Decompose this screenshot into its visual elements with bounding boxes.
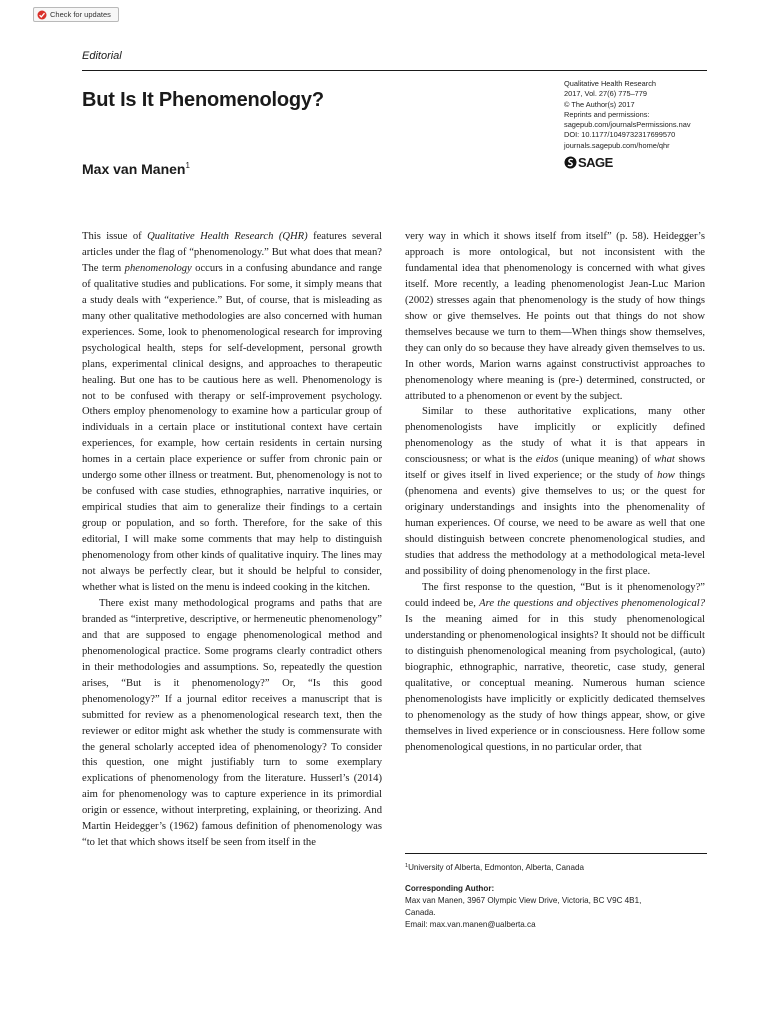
journal-homepage-link[interactable]: journals.sagepub.com/home/qhr bbox=[564, 140, 670, 150]
section-label: Editorial bbox=[82, 50, 122, 62]
check-for-updates-label: Check for updates bbox=[50, 10, 111, 19]
author-line bbox=[82, 161, 190, 177]
journal-meta bbox=[564, 79, 724, 151]
text-run: (unique meaning) of bbox=[558, 454, 655, 466]
text-run: Similar to these authoritative explications, many other phenomenologists have implicitly or explicitly defined phenomenology as the study of what it is that appears in consciousness; or what is the bbox=[405, 406, 705, 466]
sage-logo-text: SAGE bbox=[578, 155, 613, 170]
text-run: features several articles under the flag of “phenomenology.” But what does that mean? The term bbox=[82, 231, 382, 274]
header-rule bbox=[82, 70, 707, 71]
paragraph bbox=[405, 580, 705, 755]
text-run: things (phenomena and events) give themselves to us; or the quest for originary understandings and insights into the phenomenality of human experiences. Of course, we need to be aware as well that one should distinguish between concrete phenomenological studies, and studies that address the methodology at a methodological meta-level and possibility of doing phenomenology in the first place. bbox=[405, 470, 705, 578]
affiliation-text: University of Alberta, Edmonton, Alberta, Canada bbox=[408, 863, 584, 872]
paragraph bbox=[82, 229, 382, 596]
corresponding-author-address: Max van Manen, 3967 Olympic View Drive, Victoria, BC V9C 4B1, bbox=[405, 896, 642, 905]
journal-name: Qualitative Health Research bbox=[564, 79, 657, 88]
paragraph bbox=[405, 404, 705, 579]
article-title: But Is It Phenomenology? bbox=[82, 89, 324, 111]
paragraph: There exist many methodological programs and paths that are branded as “interpretive, descriptive, or hermeneutic phenomenology” and that are supposed to engage phenomenological method and phenomenological practice. Some programs clearly contradict others in their methodologies and assumptions. So, repeatedly the question arises, “But is it phenomenology?” Or, “Is this good phenomenology?” If a journal editor receives a manuscript that is submitted for review as a phenomenological research text, then the reviewer or editor might ask whether the study is commensurate with the general scholarly accepted idea of phenomenology? To consider this question, one might justifiably turn to some exemplary explications of phenomenology from the literature. Husserl’s (2014) aim for phenomenology was to capture experience in its primordial origin or essence, without interpreting, explaining, or theorizing. And Martin Heidegger’s (1962) famous definition of phenomenology was “to let that which shows itself be seen from itself in the bbox=[82, 597, 382, 849]
journal-doi[interactable]: DOI: 10.1177/1049732317699570 bbox=[564, 130, 676, 140]
author-name: Max van Manen bbox=[82, 161, 186, 177]
body-column-left bbox=[82, 229, 382, 851]
corresponding-author-heading: Corresponding Author: bbox=[405, 884, 495, 893]
author-affil-mark: 1 bbox=[185, 161, 190, 170]
term-em: phenomenology bbox=[124, 262, 192, 274]
text-run: shows itself or gives itself in lived experience; or the study of bbox=[405, 454, 705, 482]
text-run: occurs in a confusing abundance and range of qualitative studies and publications. For some, it simply means that a study deals with “experience.” But, of course, that is misleading as many other qualitative methodologies are also concerned with human experiences. Some, look to phenomenological research for improving psychological health, steps for self-development, personal growth plans, experimental clinical designs, and approaches to therapeutic healing. But one has to be cautious here as well. Phenomenology is not to be confused with therapy or self-improvement psychology. Others employ phenomenology to examine how a particular group of individuals in a certain place or institutional context have certain experiences, for example, how certain residents in certain nursing homes in a certain place experience or suffer from chronic pain or undergo some other illness or treatment. But, phenomenology is not to be confused with case studies, ethnographies, narrative inquiries, or empirical studies that aim to generalize their findings to a certain group or population, and so forth. Therefore, for the sake of this editorial, I will make some comments that may help to distinguish phenomenology from other kinds of qualitative inquiry. The lines may not always be perfectly clear, but it should be helpful to consider, whether what is listed on the menu is indeed cooking in the kitchen. bbox=[82, 262, 382, 593]
journal-volume: 2017, Vol. 27(6) 775–779 bbox=[564, 89, 648, 99]
term-em: what bbox=[654, 454, 675, 466]
affil-mark: 1 bbox=[405, 863, 409, 869]
journal-title-em: Qualitative Health Research (QHR) bbox=[147, 231, 308, 242]
journal-reprints-link[interactable]: sagepub.com/journalsPermissions.nav bbox=[564, 120, 691, 130]
check-for-updates-button[interactable] bbox=[33, 7, 119, 22]
text-run: Is the meaning aimed for in this study phenomenological understanding or phenomenological insights? It should not be difficult to distinguish phenomenological meaning from psychological, (auto) biographic, ethnographic, narrative, theoretic, case study, general qualitative, or conceptual meaning. Numerous human science phenomenologists have implicitly or explicitly dedicated themselves to phenomenology as the study of how things appear, show, or give themselves in lived experience or in consciousness. Here follow some phenomenological questions, in no particular order, that bbox=[405, 613, 705, 753]
question-em: Are the questions and objectives phenomenological? bbox=[479, 597, 705, 609]
corresponding-author-country: Canada. bbox=[405, 908, 436, 917]
journal-reprints: Reprints and permissions: bbox=[564, 109, 650, 119]
term-em: how bbox=[657, 470, 675, 482]
sage-logo-icon bbox=[564, 156, 577, 169]
footnotes bbox=[405, 853, 707, 931]
paragraph: very way in which it shows itself from itself” (p. 58). Heidegger’s approach is more ontological, but not inconsistent with the fundamental idea that phenomenology is concerned with what gives itself. More recently, a leading phenomenologist Jean-Luc Marion (2002) stresses again that phenomenology is the study of how things show or give themselves. He points out that things do not show themselves because we turn to them—When things show themselves, they can only do so because they have already given themselves to us. In other words, Marion warns against constructivist approaches to phenomenology where meaning is (pre-) determined, constructed, or attributed to a phenomenon or event by the subject. bbox=[405, 231, 705, 402]
body-column-right bbox=[405, 229, 705, 755]
check-for-updates-icon bbox=[37, 10, 47, 20]
journal-copyright: © The Author(s) 2017 bbox=[564, 99, 635, 109]
term-em: eidos bbox=[535, 454, 559, 466]
affiliation-note bbox=[405, 860, 707, 874]
text-run: The first response to the question, “But is it phenomenology?” could indeed be, bbox=[405, 581, 705, 609]
corresponding-author-email[interactable]: Email: max.van.manen@ualberta.ca bbox=[405, 920, 536, 929]
sage-logo bbox=[564, 155, 613, 170]
text-run: This issue of bbox=[82, 231, 148, 242]
